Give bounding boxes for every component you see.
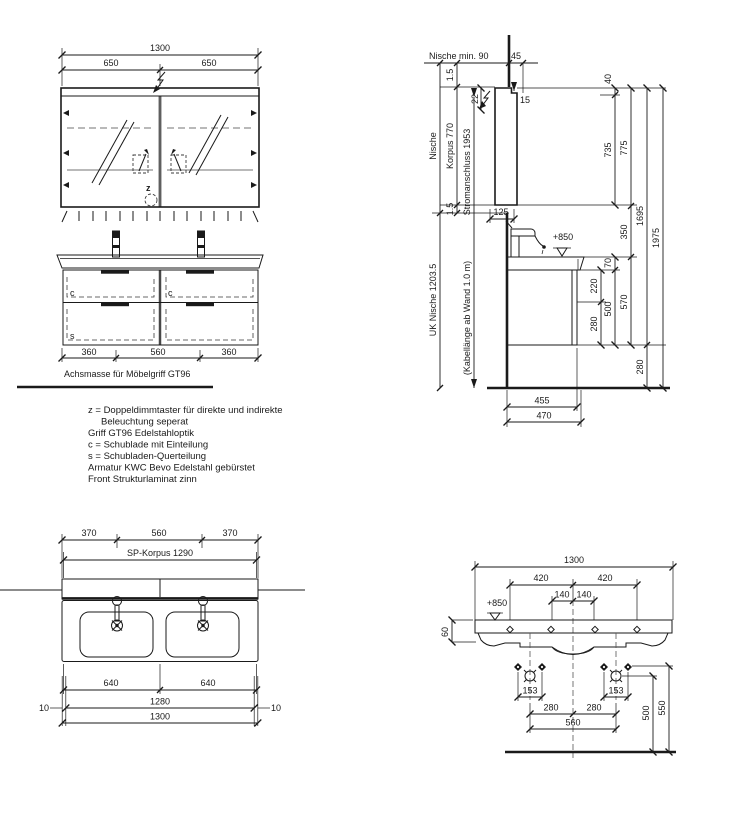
front-view <box>17 43 263 387</box>
dim-1695: 1695 <box>635 205 645 227</box>
dim-420-right: 420 <box>597 573 613 583</box>
tap-side-profile <box>506 221 546 257</box>
dim-gap-top: 1.5 <box>445 68 455 82</box>
dim-153-left: 153 <box>522 685 538 696</box>
drawer-handle <box>101 303 129 306</box>
dim-640-right: 640 <box>200 678 216 688</box>
drawer-handle <box>186 303 214 306</box>
label-drawer-s: s <box>70 331 75 341</box>
tap-front-right <box>198 231 205 257</box>
dim-280-floor: 280 <box>635 359 645 375</box>
dim-140-left: 140 <box>554 589 570 600</box>
dim-45: 45 <box>510 51 522 61</box>
dim-door-left: 650 <box>103 58 119 68</box>
dim-153-right: 153 <box>608 685 624 696</box>
dim-plan-370-left: 370 <box>81 528 97 538</box>
note-line-6: Armatur KWC Bevo Edelstahl gebürstet <box>88 462 255 474</box>
dim-500: 500 <box>603 301 613 317</box>
label-stromanschluss: Stromanschluss 1953 <box>462 128 472 216</box>
note-line-7: Front Strukturlaminat zinn <box>88 474 197 485</box>
dim-basin-1300: 1300 <box>563 555 585 565</box>
dim-grip-mid: 560 <box>150 347 166 357</box>
dim-280-drawer: 280 <box>589 316 599 332</box>
dim-280-right: 280 <box>586 702 602 713</box>
tap-plan-left <box>112 597 123 632</box>
dim-grip-right: 360 <box>221 347 237 357</box>
dim-640-left: 640 <box>103 678 119 688</box>
tap-plan-right <box>198 597 209 632</box>
dim-1280: 1280 <box>149 696 171 707</box>
label-kabellaenge: (Kabellänge ab Wand 1.0 m) <box>462 260 472 376</box>
dim-front-1300: 1300 <box>149 43 171 53</box>
dim-350: 350 <box>619 224 629 240</box>
dim-door-right: 650 <box>201 58 217 68</box>
washbasin-front <box>57 255 263 268</box>
label-sp-korpus: SP-Korpus 1290 <box>126 548 194 558</box>
dim-22: 22 <box>470 93 480 105</box>
dim-plan-370-right: 370 <box>222 528 238 538</box>
note-line-4: c = Schublade mit Einteilung <box>88 439 209 451</box>
dim-455: 455 <box>534 395 550 406</box>
dim-40: 40 <box>603 73 613 85</box>
basin-view <box>440 555 676 758</box>
side-view <box>424 35 670 427</box>
plan-view <box>0 528 305 726</box>
dim-500: 500 <box>641 705 651 721</box>
dim-140-right: 140 <box>576 589 592 600</box>
mirror-cabinet-profile <box>495 88 517 205</box>
label-korpus: Korpus 770 <box>445 122 455 170</box>
dim-grip-left: 360 <box>81 347 97 357</box>
dim-15: 15 <box>520 95 531 105</box>
note-line-3: Griff GT96 Edelstahloptik <box>88 428 194 439</box>
dim-570: 570 <box>619 294 629 310</box>
dim-550: 550 <box>657 700 667 716</box>
note-line-5: s = Schubladen-Querteilung <box>88 451 207 462</box>
dim-plan-560: 560 <box>151 528 167 538</box>
power-connection-icon <box>153 72 165 93</box>
dim-220: 220 <box>589 278 599 294</box>
washbasin-plan <box>62 601 258 662</box>
dim-280-left: 280 <box>543 702 559 713</box>
dim-10-right: 10 <box>270 703 282 713</box>
dim-plan-1300: 1300 <box>149 711 171 722</box>
mirror-cabinet-plan <box>62 579 258 599</box>
dim-70: 70 <box>603 257 613 269</box>
dim-125: 125 <box>493 207 509 217</box>
note-line-1: z = Doppeldimmtaster für direkte und indirekte <box>88 405 283 416</box>
drawer-handle <box>186 271 214 274</box>
washbasin-elevation <box>475 620 672 655</box>
dim-10-left: 10 <box>38 703 50 713</box>
label-nische: Nische <box>428 132 438 160</box>
label-drawer-c-left: c <box>70 288 75 298</box>
notes-block <box>88 405 283 485</box>
height-mark-side: +850 <box>552 232 574 242</box>
dim-560: 560 <box>565 717 581 728</box>
dim-60: 60 <box>440 626 450 638</box>
front-view-caption: Achsmasse für Möbelgriff GT96 <box>64 369 191 379</box>
washbasin-side <box>507 257 584 270</box>
light-rays <box>62 211 258 222</box>
label-drawer-c-right: c <box>168 288 173 298</box>
note-line-2: Beleuchtung seperat <box>101 416 189 428</box>
hinge-markers <box>63 110 257 188</box>
dim-775: 775 <box>619 140 629 156</box>
tap-front-left <box>113 231 120 257</box>
label-z-switch: z <box>146 183 151 193</box>
dim-470: 470 <box>536 410 552 421</box>
label-nische-min: Nische min. 90 <box>429 51 489 61</box>
dim-735: 735 <box>603 142 613 158</box>
vanity-cabinet-side <box>507 270 577 345</box>
dim-420-left: 420 <box>533 573 549 583</box>
mirror-gleam-lines <box>92 115 228 185</box>
dim-1975: 1975 <box>651 227 661 249</box>
drawer-handle <box>101 271 129 274</box>
dim-gap-bottom: 1.5 <box>445 202 455 216</box>
height-mark-basin: +850 <box>486 598 508 608</box>
label-uk-nische: UK Nische 1203.5 <box>428 263 438 337</box>
mirror-cabinet-front <box>61 88 259 207</box>
vanity-cabinet-front <box>63 270 258 345</box>
